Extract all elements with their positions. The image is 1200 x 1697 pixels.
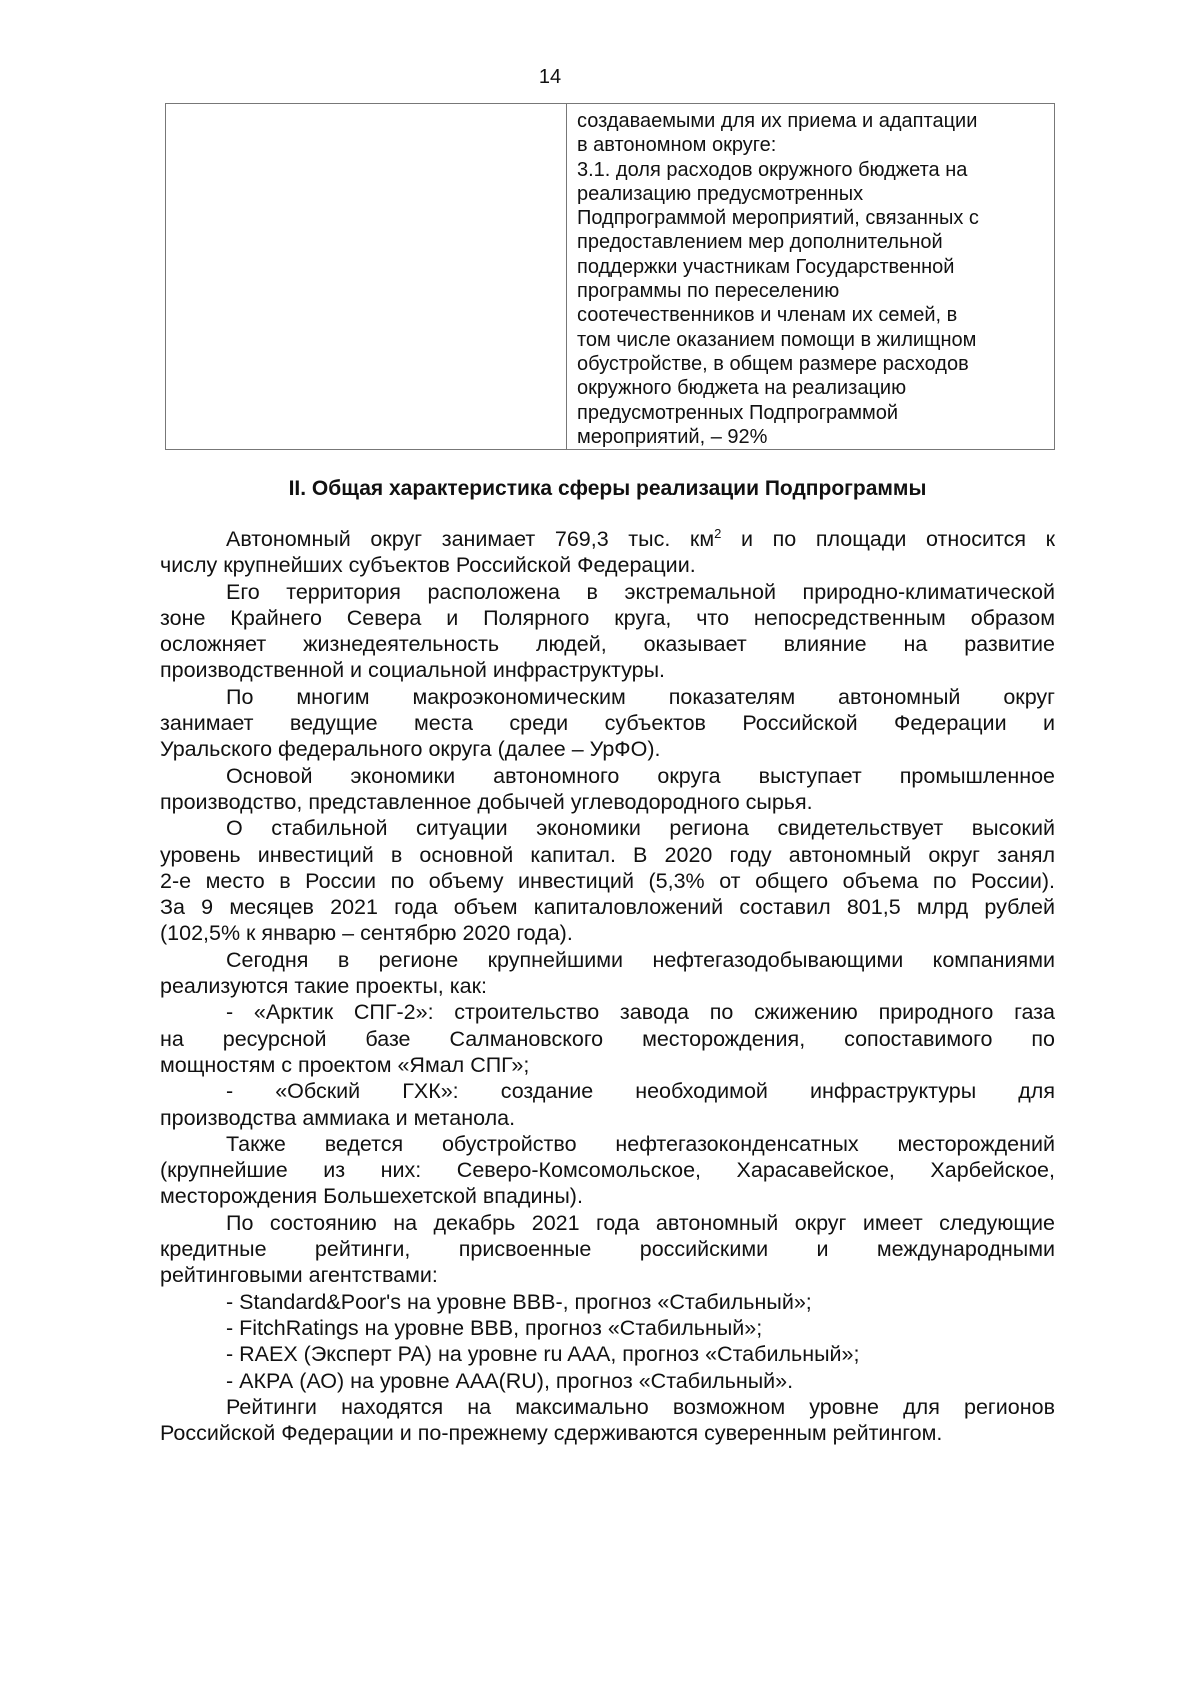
paragraph-line: Основой экономики автономного округа выступает промышленное [226, 763, 1055, 788]
paragraph-line: производственной и социальной инфраструктуры. [160, 658, 666, 683]
paragraph-line: За 9 месяцев 2021 года объем капиталовложений составил 801,5 млрд рублей [160, 895, 1055, 920]
table-cell-line: предоставлением мер дополнительной [577, 231, 943, 254]
text-span: Автономный округ занимает 769,3 тыс. км [226, 527, 715, 551]
paragraph-line: Уральского федерального округа (далее – УрФО). [160, 737, 661, 762]
paragraph-line: По состоянию на декабрь 2021 года автономный округ имеет следующие [226, 1210, 1055, 1235]
page-number: 14 [538, 66, 562, 88]
paragraph-line: реализуются такие проекты, как: [160, 974, 487, 999]
paragraph-line: производство, представленное добычей углеводородного сырья. [160, 789, 813, 814]
paragraph-line: производства аммиака и метанола. [160, 1105, 516, 1130]
paragraph-line: занимает ведущие места среди субъектов Российской Федерации и [160, 711, 1055, 736]
table-cell-line: предусмотренных Подпрограммой [577, 401, 899, 424]
paragraph-line: Рейтинги находятся на максимально возможном уровне для регионов [226, 1394, 1055, 1419]
table-cell-line: окружного бюджета на реализацию [577, 377, 907, 400]
paragraph-line: уровень инвестиций в основной капитал. В 2020 году автономный округ занял [160, 842, 1055, 867]
table-cell-line: том числе оказанием помощи в жилищном [577, 328, 977, 351]
body-text [160, 526, 1055, 1446]
paragraph-line: (крупнейшие из них: Северо-Комсомольское, Харасавейское, Харбейское, [160, 1158, 1055, 1183]
table-cell-line: программы по переселению [577, 280, 840, 303]
table-cell-line: в автономном округе: [577, 134, 777, 157]
text-span: и по площади относится к [721, 527, 1055, 551]
paragraph-line: Российской Федерации и по-прежнему сдерживаются суверенным рейтингом. [160, 1421, 943, 1446]
section-heading: II. Общая характеристика сферы реализации Подпрограммы [288, 477, 927, 500]
paragraph-line: кредитные рейтинги, присвоенные российскими и международными [160, 1237, 1055, 1262]
rating-item: - Standard&Poor's на уровне BBB-, прогноз «Стабильный»; [226, 1289, 812, 1314]
table-cell-line: Подпрограммой мероприятий, связанных с [577, 207, 979, 230]
paragraph-line: осложняет жизнедеятельность людей, оказывает влияние на развитие [160, 632, 1055, 657]
table-cell-left [166, 104, 567, 450]
paragraph-line: рейтинговыми агентствами: [160, 1263, 438, 1288]
paragraph-line: (102,5% к январю – сентябрю 2020 года). [160, 921, 573, 946]
paragraph-line: зоне Крайнего Севера и Полярного круга, что непосредственным образом [160, 605, 1055, 630]
paragraph-line: 2-е место в России по объему инвестиций (5,3% от общего объема по России). [160, 868, 1055, 893]
paragraph-line: месторождения Большехетской впадины). [160, 1184, 583, 1209]
paragraph-line [160, 526, 1055, 552]
table-cell-line: реализацию предусмотренных [577, 182, 864, 205]
table-cell-line: 3.1. доля расходов окружного бюджета на [577, 158, 968, 181]
table-cell-line: соотечественников и членам их семей, в [577, 304, 958, 327]
paragraph-line: Его территория расположена в экстремальной природно-климатической [226, 579, 1055, 604]
paragraph-line: О стабильной ситуации экономики региона свидетельствует высокий [226, 816, 1055, 841]
table-row [166, 104, 1055, 450]
paragraph-line: Сегодня в регионе крупнейшими нефтегазодобывающими компаниями [226, 947, 1055, 972]
table-cell-line: создаваемыми для их приема и адаптации [577, 110, 978, 132]
paragraph-line: Также ведется обустройство нефтегазоконденсатных месторождений [226, 1131, 1055, 1156]
table-cell-right [567, 104, 1055, 450]
rating-item: - RAEX (Эксперт РА) на уровне ru AAA, прогноз «Стабильный»; [226, 1342, 860, 1367]
paragraph-line: По многим макроэкономическим показателям автономный округ [226, 684, 1055, 709]
paragraph-line: - «Обский ГХК»: создание необходимой инфраструктуры для [226, 1079, 1055, 1104]
indicator-table [165, 103, 1055, 450]
table-cell-line: поддержки участникам Государственной [577, 255, 955, 278]
paragraph-line: мощностям с проектом «Ямал СПГ»; [160, 1052, 530, 1077]
paragraph-line: на ресурсной базе Салмановского месторождения, сопоставимого по [160, 1026, 1055, 1051]
rating-item: - АКРА (АО) на уровне AAA(RU), прогноз «Стабильный». [226, 1368, 794, 1393]
paragraph-line: - «Арктик СПГ-2»: строительство завода по сжижению природного газа [226, 1000, 1055, 1025]
paragraph-line: числу крупнейших субъектов Российской Федерации. [160, 553, 696, 578]
rating-item: - FitchRatings на уровне BBB, прогноз «Стабильный»; [226, 1315, 763, 1340]
superscript: 2 [714, 525, 722, 541]
table-cell-line: мероприятий, – 92% [577, 425, 768, 448]
table-cell-line: обустройстве, в общем размере расходов [577, 352, 969, 375]
